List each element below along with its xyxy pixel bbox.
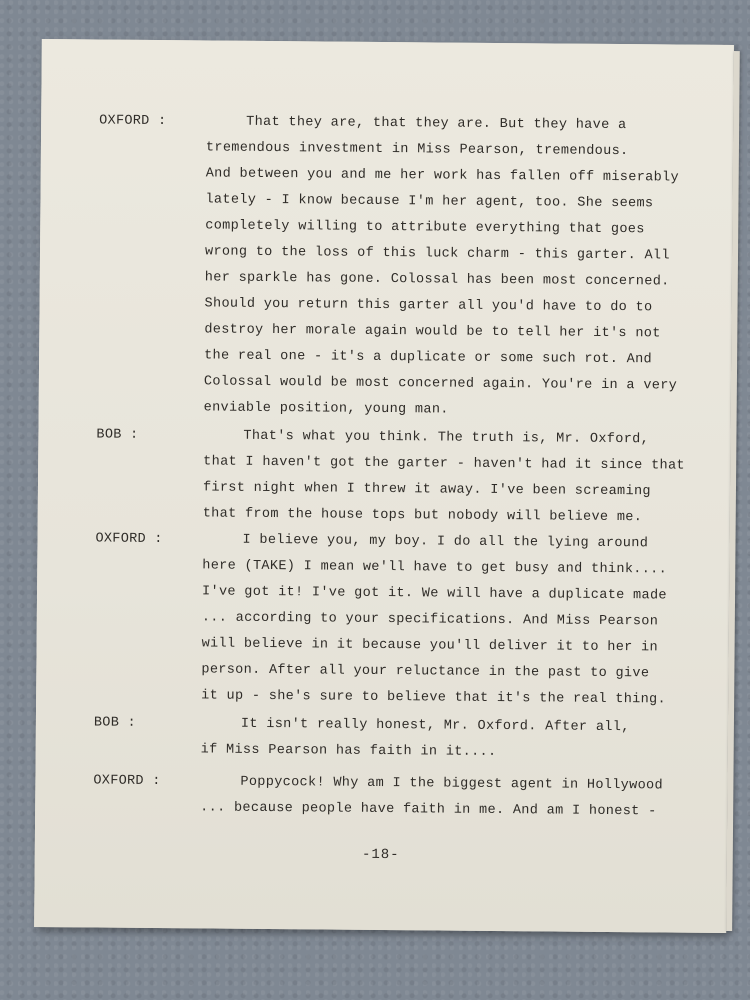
dialogue-line: if Miss Pearson has faith in it....: [200, 742, 497, 760]
dialogue-line: that I haven't got the garter - haven't had it since that: [203, 454, 685, 474]
dialogue-line: will believe in it because you'll deliver it to her in: [201, 636, 659, 656]
dialogue-line: ... because people have faith in me. And am I honest -: [200, 800, 657, 820]
dialogue-line: destroy her morale again would be to tell her it's not: [204, 322, 661, 342]
typed-script-page: [34, 39, 734, 933]
dialogue-line: That's what you think. The truth is, Mr. Oxford,: [243, 428, 650, 448]
dialogue-line: first night when I threw it away. I've been screaming: [202, 480, 651, 500]
dialogue-line: It isn't really honest, Mr. Oxford. After all,: [240, 716, 630, 736]
dialogue-line: Should you return this garter all you'd have to do to: [204, 296, 653, 316]
dialogue-line: completely willing to attribute everything that goes: [205, 218, 645, 238]
dialogue-line: that from the house tops but nobody will believe me.: [202, 506, 643, 526]
speaker-label-bob: BOB :: [93, 715, 137, 731]
dialogue-line: I've got it! I've got it. We will have a duplicate made: [202, 584, 667, 604]
dialogue-line: person. After all your reluctance in the past to give: [201, 662, 650, 682]
dialogue-line: Poppycock! Why am I the biggest agent in Hollywood: [240, 774, 664, 794]
speaker-label-oxford: OXFORD :: [93, 773, 161, 790]
dialogue-line: tremendous investment in Miss Pearson, tremendous.: [205, 140, 629, 160]
speaker-label-bob: BOB :: [96, 427, 139, 443]
speaker-label-oxford: OXFORD :: [95, 531, 163, 548]
dialogue-line: lately - I know because I'm her agent, too. She seems: [205, 192, 654, 212]
dialogue-line: the real one - it's a duplicate or some such rot. And: [204, 348, 653, 368]
page-edge-shadow: [726, 51, 740, 931]
dialogue-line: That they are, that they are. But they have a: [246, 114, 627, 134]
page-number: -18-: [361, 846, 400, 864]
dialogue-line: Colossal would be most concerned again. You're in a very: [203, 374, 678, 394]
dialogue-line: here (TAKE) I mean we'll have to get busy and think....: [202, 558, 668, 578]
dialogue-line: her sparkle has gone. Colossal has been most concerned.: [204, 270, 670, 290]
speaker-label-oxford: OXFORD :: [99, 113, 167, 130]
dialogue-line: I believe you, my boy. I do all the lying around: [242, 532, 649, 552]
dialogue-line: enviable position, young man.: [203, 400, 449, 418]
dialogue-line: And between you and me her work has fallen off miserably: [205, 166, 680, 186]
dialogue-line: ... according to your specifications. And Miss Pearson: [201, 610, 659, 630]
dialogue-line: it up - she's sure to believe that it's the real thing.: [201, 688, 667, 708]
dialogue-line: wrong to the loss of this luck charm - this garter. All: [204, 244, 670, 264]
